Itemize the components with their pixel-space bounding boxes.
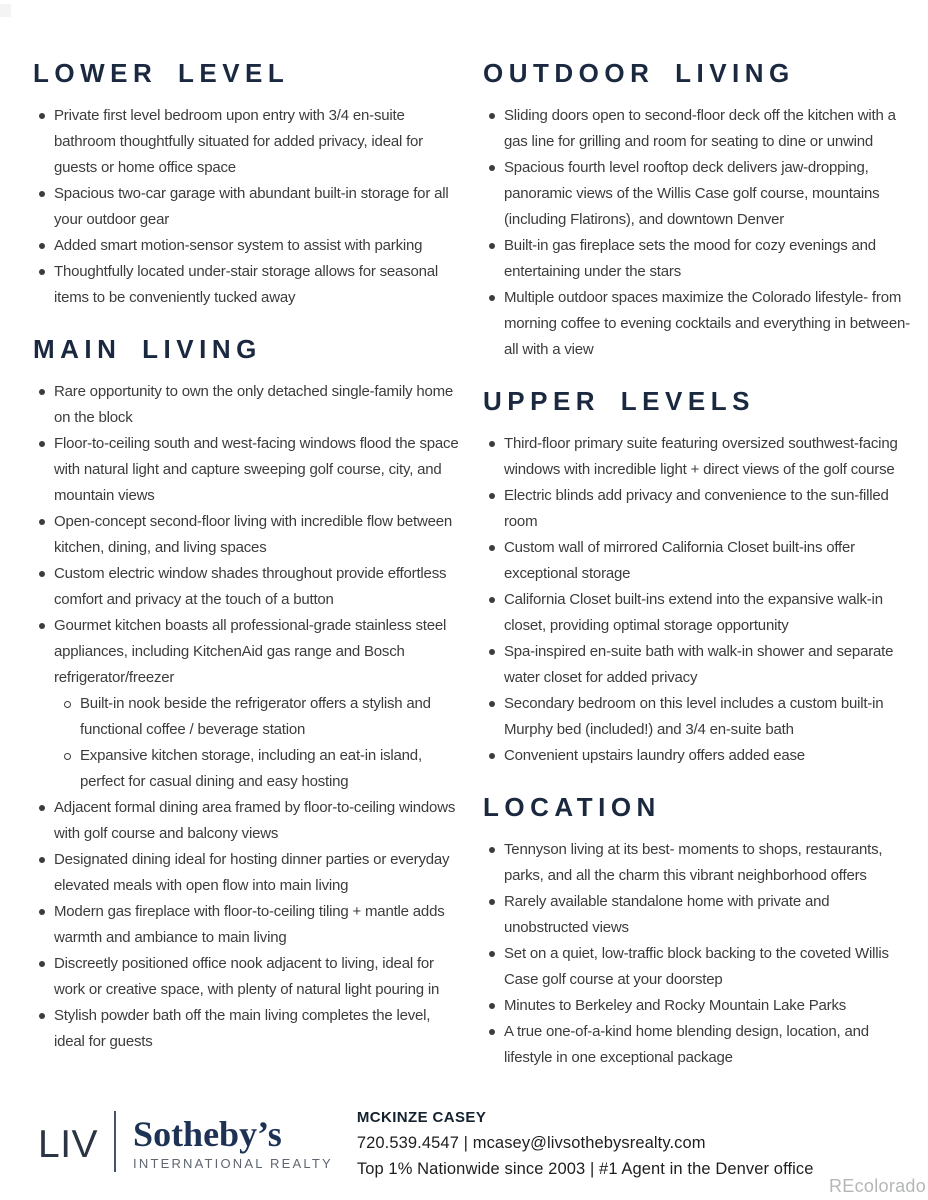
agent-tagline: Top 1% Nationwide since 2003 | #1 Agent in the Denver office: [356, 1160, 814, 1178]
bullet-list: [483, 103, 913, 363]
bullet-text: Modern gas fireplace with floor-to-ceiling tiling + mantle adds warmth and ambiance to main living: [54, 903, 445, 946]
bullet-icon: [489, 113, 495, 119]
bullet-icon: [489, 753, 495, 759]
bullet-text: Private first level bedroom upon entry with 3/4 en-suite bathroom thoughtfully situated for added privacy, ideal for guests or home office space: [54, 107, 423, 176]
bullet-text: Added smart motion-sensor system to assist with parking: [54, 237, 423, 254]
bullet-text: Spa-inspired en-suite bath with walk-in shower and separate water closet for added privacy: [504, 643, 894, 686]
logo-divider: [114, 1111, 116, 1172]
hollow-bullet-icon: [64, 753, 71, 760]
bullet-text: Adjacent formal dining area framed by floor-to-ceiling windows with golf course and balcony views: [54, 799, 456, 842]
bullet-item: [33, 181, 463, 233]
bullet-item: [483, 155, 913, 233]
section-heading: LOCATION: [483, 792, 661, 822]
bullet-text: Electric blinds add privacy and convenience to the sun-filled room: [504, 487, 889, 530]
bullet-text: Spacious two-car garage with abundant built-in storage for all your outdoor gear: [54, 185, 449, 228]
bullet-item: [483, 431, 913, 483]
bullet-text: Floor-to-ceiling south and west-facing windows flood the space with natural light and capture sweeping golf course, city, and mountain views: [54, 435, 459, 504]
bullet-icon: [489, 545, 495, 551]
bullet-icon: [39, 805, 45, 811]
bullet-text: Custom wall of mirrored California Closet built-ins offer exceptional storage: [504, 539, 855, 582]
agent-name: MCKINZE CASEY: [356, 1109, 487, 1126]
bullet-icon: [39, 857, 45, 863]
bullet-icon: [39, 441, 45, 447]
sothebys-brand-text: Sotheby’s: [133, 1113, 282, 1154]
logo-text-block: [133, 1105, 333, 1171]
bullet-text: Open-concept second-floor living with incredible flow between kitchen, dining, and living spaces: [54, 513, 453, 556]
bullet-text: Discreetly positioned office nook adjacent to living, ideal for work or creative space, with plenty of natural light pouring in: [54, 955, 440, 998]
bullet-item: [483, 743, 913, 769]
bullet-icon: [39, 389, 45, 395]
bullet-list: [483, 837, 913, 1071]
recolorado-watermark: REcolorado: [829, 1176, 927, 1196]
bullet-item: [33, 233, 463, 259]
section-main-living: [33, 334, 463, 1055]
bullet-text: Expansive kitchen storage, including an eat-in island, perfect for casual dining and easy hosting: [80, 747, 422, 790]
section-heading: LOWER LEVEL: [33, 58, 290, 88]
bullet-text: Secondary bedroom on this level includes a custom built-in Murphy bed (included!) and 3/4 en-suite bath: [504, 695, 884, 738]
bullet-icon: [39, 113, 45, 119]
bullet-icon: [489, 701, 495, 707]
bullet-item: [33, 1003, 463, 1055]
bullet-text: California Closet built-ins extend into the expansive walk-in closet, providing optimal storage opportunity: [504, 591, 883, 634]
bullet-item: [33, 509, 463, 561]
section-upper-levels: [483, 386, 913, 769]
bullet-item: [483, 103, 913, 155]
liv-logo-text: LIV: [38, 1123, 99, 1166]
bullet-icon: [39, 269, 45, 275]
bullet-item: [483, 483, 913, 535]
bullet-icon: [489, 597, 495, 603]
bullet-text: Rarely available standalone home with private and unobstructed views: [504, 893, 830, 936]
bullet-text: Convenient upstairs laundry offers added ease: [504, 747, 805, 764]
bullet-item: [33, 561, 463, 613]
bullet-item: [483, 691, 913, 743]
bullet-icon: [39, 519, 45, 525]
bullet-text: Minutes to Berkeley and Rocky Mountain Lake Parks: [504, 997, 847, 1014]
scan-artifact: [0, 4, 11, 17]
bullet-icon: [39, 1013, 45, 1019]
bullet-text: Stylish powder bath off the main living completes the level, ideal for guests: [54, 1007, 431, 1050]
bullet-icon: [39, 571, 45, 577]
bullet-item: [483, 639, 913, 691]
bullet-icon: [39, 623, 45, 629]
bullet-item: [33, 259, 463, 311]
bullet-icon: [489, 951, 495, 957]
section-lower-level: [33, 58, 463, 311]
bullet-icon: [489, 493, 495, 499]
right-column: [483, 58, 913, 1071]
bullet-text: Tennyson living at its best- moments to shops, restaurants, parks, and all the charm this vibrant neighborhood offers: [504, 841, 883, 884]
bullet-item: [33, 847, 463, 899]
bullet-item: [483, 889, 913, 941]
bullet-icon: [39, 191, 45, 197]
bullet-list: [33, 379, 463, 1055]
bullet-item: [483, 993, 913, 1019]
bullet-item: [483, 1019, 913, 1071]
bullet-item: [483, 233, 913, 285]
liv-sothebys-logo: [38, 1103, 333, 1172]
bullet-list: [483, 431, 913, 769]
sub-bullet-item: [33, 743, 463, 795]
bullet-item: [483, 535, 913, 587]
bullet-item: [33, 379, 463, 431]
content-columns: [33, 58, 910, 1071]
bullet-text: Sliding doors open to second-floor deck off the kitchen with a gas line for grilling and room for seating to dine or unwind: [504, 107, 896, 150]
agent-contact: 720.539.4547 | mcasey@livsothebysrealty.com: [356, 1134, 706, 1152]
bullet-icon: [39, 909, 45, 915]
bullet-icon: [489, 441, 495, 447]
bullet-item: [483, 285, 913, 363]
bullet-text: Thoughtfully located under-stair storage allows for seasonal items to be conveniently tucked away: [54, 263, 439, 306]
bullet-icon: [489, 899, 495, 905]
section-heading: MAIN LIVING: [33, 334, 262, 364]
bullet-icon: [489, 165, 495, 171]
bullet-item: [33, 431, 463, 509]
bullet-list: [33, 103, 463, 311]
bullet-icon: [489, 847, 495, 853]
section-location: [483, 792, 913, 1071]
agent-info: [357, 1103, 814, 1179]
bullet-icon: [489, 649, 495, 655]
bullet-text: Set on a quiet, low-traffic block backing to the coveted Willis Case golf course at your doorstep: [504, 945, 889, 988]
bullet-icon: [489, 1029, 495, 1035]
hollow-bullet-icon: [64, 701, 71, 708]
bullet-item: [33, 951, 463, 1003]
bullet-item: [33, 795, 463, 847]
international-realty-text: INTERNATIONAL REALTY: [133, 1155, 333, 1171]
bullet-item: [33, 103, 463, 181]
bullet-icon: [489, 1003, 495, 1009]
bullet-text: Rare opportunity to own the only detached single-family home on the block: [54, 383, 454, 426]
section-heading: OUTDOOR LIVING: [483, 58, 795, 88]
section-outdoor-living: [483, 58, 913, 363]
bullet-item: [483, 587, 913, 639]
bullet-icon: [39, 243, 45, 249]
bullet-item: [483, 837, 913, 889]
bullet-text: Custom electric window shades throughout provide effortless comfort and privacy at the touch of a button: [54, 565, 447, 608]
bullet-item: [33, 613, 463, 691]
bullet-text: Built-in nook beside the refrigerator offers a stylish and functional coffee / beverage station: [80, 695, 431, 738]
bullet-icon: [39, 961, 45, 967]
bullet-text: A true one-of-a-kind home blending design, location, and lifestyle in one exceptional package: [504, 1023, 869, 1066]
section-heading: UPPER LEVELS: [483, 386, 755, 416]
bullet-item: [483, 941, 913, 993]
left-column: [33, 58, 463, 1071]
footer: [38, 1103, 814, 1179]
bullet-text: Built-in gas fireplace sets the mood for cozy evenings and entertaining under the stars: [504, 237, 876, 280]
bullet-text: Third-floor primary suite featuring oversized southwest-facing windows with incredible light + direct views of the golf course: [504, 435, 898, 478]
bullet-text: Multiple outdoor spaces maximize the Colorado lifestyle- from morning coffee to evening cocktails and everything in between- all with a view: [504, 289, 910, 358]
bullet-item: [33, 899, 463, 951]
bullet-text: Gourmet kitchen boasts all professional-grade stainless steel appliances, including KitchenAid gas range and Bosch refrigerator/freezer: [54, 617, 447, 686]
sub-bullet-item: [33, 691, 463, 743]
bullet-text: Designated dining ideal for hosting dinner parties or everyday elevated meals with open flow into main living: [54, 851, 450, 894]
bullet-icon: [489, 243, 495, 249]
bullet-text: Spacious fourth level rooftop deck delivers jaw-dropping, panoramic views of the Willis Case golf course, mountains (including Flatirons), and downtown Denver: [504, 159, 880, 228]
bullet-icon: [489, 295, 495, 301]
